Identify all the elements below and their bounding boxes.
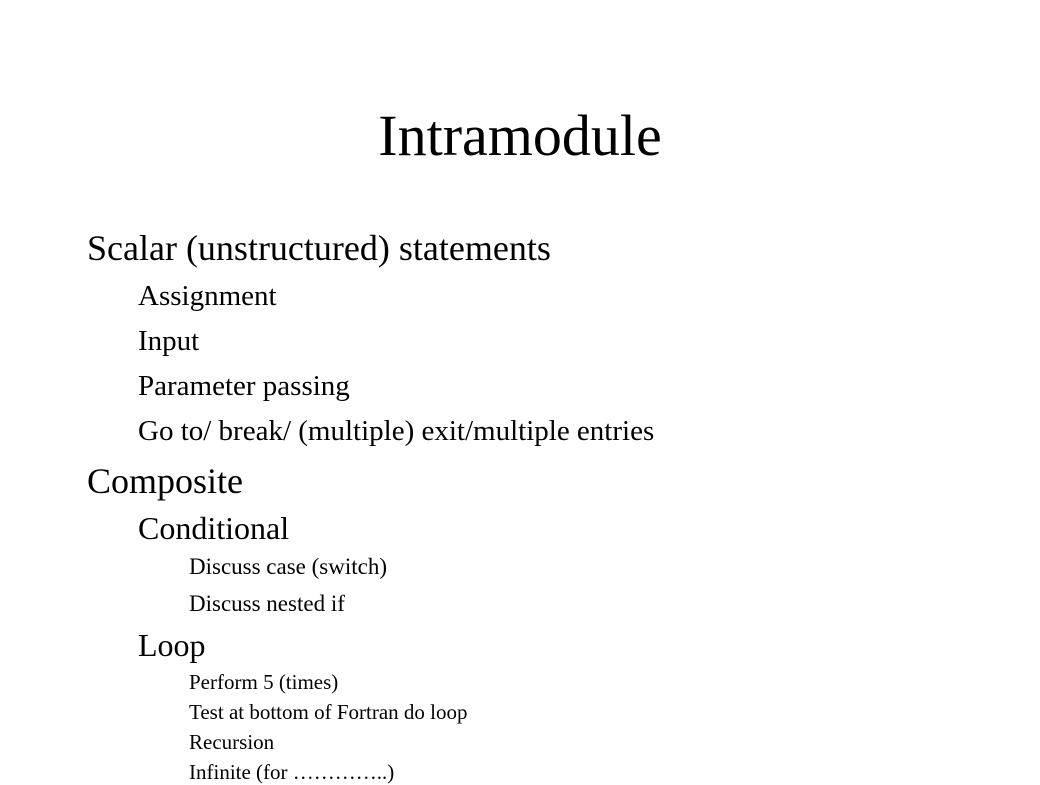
bullet-loop: Loop [138,627,206,663]
bullet-composite: Composite [87,461,244,501]
bullet-infinite-loop: Infinite (for …………..) [189,760,395,784]
bullet-test-at-bottom: Test at bottom of Fortran do loop [189,700,468,724]
bullet-assignment: Assignment [138,280,277,312]
bullet-perform-5-times: Perform 5 (times) [189,670,339,694]
bullet-recursion: Recursion [189,730,275,754]
bullet-conditional: Conditional [138,510,290,546]
slide-title: Intramodule [378,103,662,168]
bullet-discuss-case: Discuss case (switch) [189,554,388,579]
bullet-goto-break-exit: Go to/ break/ (multiple) exit/multiple entries [138,415,655,447]
bullet-scalar-statements: Scalar (unstructured) statements [87,228,551,268]
bullet-parameter-passing: Parameter passing [138,370,350,402]
bullet-discuss-nested-if: Discuss nested if [189,591,345,616]
bullet-input: Input [138,325,200,357]
